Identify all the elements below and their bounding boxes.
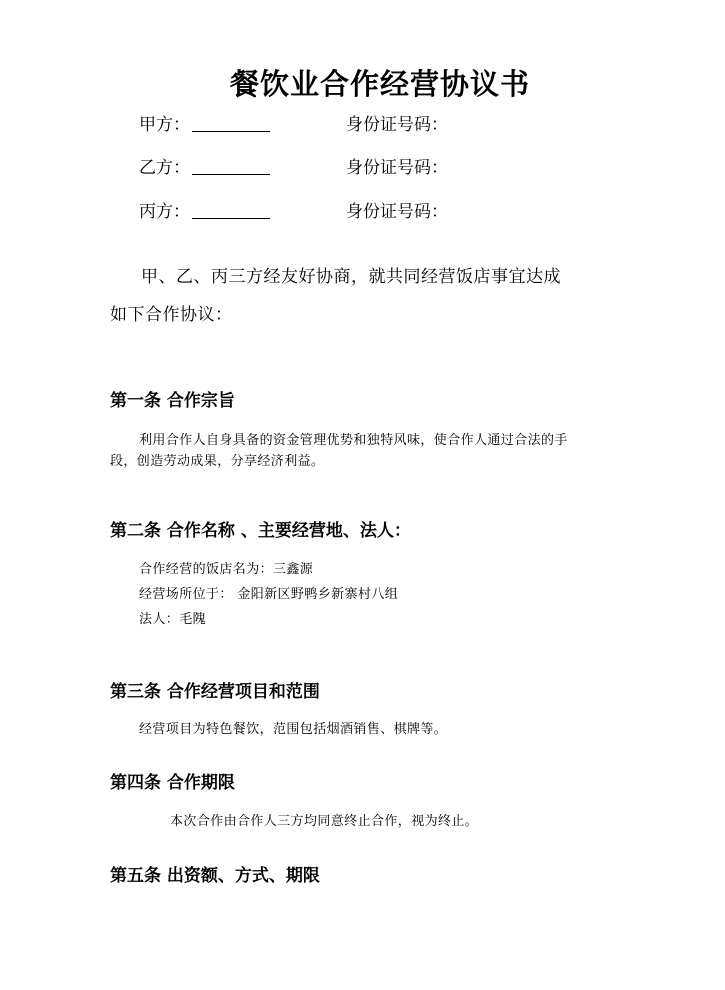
party-c-id-label: 身份证号码： [346,202,448,222]
section-4-heading: 第四条 合作期限 [110,773,235,793]
section-4-line-1: 本次合作由合作人三方均同意终止合作，视为终止。 [170,814,479,829]
section-3-line-1: 经营项目为特色餐饮，范围包括烟酒销售、棋牌等。 [139,722,448,737]
intro-line-1: 甲、乙、丙三方经友好协商，就共同经营饭店事宜达成 [141,267,561,287]
party-a-label: 甲方： [139,110,270,135]
section-5-heading: 第五条 出资额、方式、期限 [110,866,320,886]
party-a-blank [192,114,270,132]
section-2-line-2: 经营场所位于： 金阳新区野鸭乡新寨村八组 [139,587,399,602]
party-c-label: 丙方： [139,197,270,222]
section-2-line-1: 合作经营的饭店名为：三鑫源 [139,562,314,577]
section-1-line-1: 利用合作人自身具备的资金管理优势和独特风味，使合作人通过合法的手 [139,433,568,448]
section-1-line-2: 段，创造劳动成果，分享经济利益。 [110,454,325,469]
party-a-id-label: 身份证号码： [346,115,448,135]
party-c-blank [192,201,270,219]
section-1-heading: 第一条 合作宗旨 [110,391,235,411]
section-2-heading: 第二条 合作名称 、主要经营地、法人： [110,521,411,541]
party-b-blank [192,157,270,175]
section-2-line-3: 法人：毛隗 [139,612,207,627]
section-3-heading: 第三条 合作经营项目和范围 [110,682,320,702]
party-b-id-label: 身份证号码： [346,158,448,178]
intro-line-2: 如下合作协议： [110,305,233,325]
party-b-label: 乙方： [139,153,270,178]
document-title: 餐饮业合作经营协议书 [230,67,531,101]
